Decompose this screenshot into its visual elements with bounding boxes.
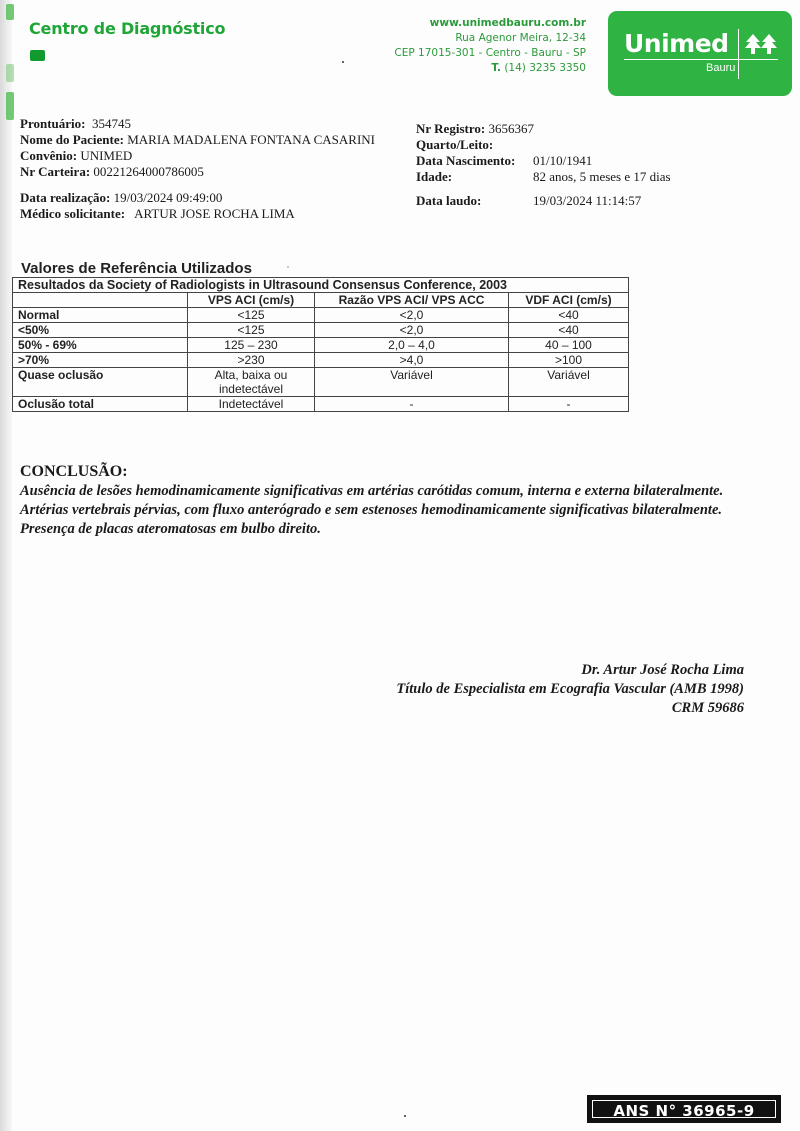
cell-vdf: <40 <box>509 308 629 323</box>
reference-table <box>12 277 629 412</box>
nascimento-label <box>416 153 515 169</box>
row-label: <50% <box>13 323 188 338</box>
medico-value: ARTUR JOSE ROCHA LIMA <box>134 206 295 221</box>
medico-field <box>20 206 295 222</box>
idade-label-text: Idade: <box>416 169 453 184</box>
phone-label: T. <box>491 62 501 74</box>
data-realizacao-label: Data realização: <box>20 190 111 205</box>
column-header <box>13 293 188 308</box>
column-header: Razão VPS ACI/ VPS ACC <box>315 293 509 308</box>
cell-razao: - <box>315 397 509 412</box>
edge-mark <box>6 92 14 120</box>
conclusion-line: Artérias vertebrais pérvias, com fluxo anterógrado e sem estenoses hemodinamicamente significativas bilateralmente. <box>20 502 723 518</box>
nascimento-label-text: Data Nascimento: <box>416 153 516 168</box>
table-row <box>13 338 629 353</box>
cell-vps: <125 <box>188 308 315 323</box>
data-laudo-value: 19/03/2024 11:14:57 <box>533 193 642 208</box>
prontuario-label: Prontuário: <box>20 116 86 131</box>
cell-razao: Variável <box>315 368 509 397</box>
cell-vps: <125 <box>188 323 315 338</box>
data-realizacao-field <box>20 190 222 206</box>
row-label: 50% - 69% <box>13 338 188 353</box>
address-line-2: CEP 17015-301 - Centro - Bauru - SP <box>394 47 586 59</box>
convenio-field <box>20 148 132 164</box>
logo-divider <box>624 59 778 60</box>
conclusion-body <box>20 482 745 539</box>
address-line-1: Rua Agenor Meira, 12-34 <box>455 32 586 44</box>
column-header: VDF ACI (cm/s) <box>509 293 629 308</box>
prontuario-value: 354745 <box>91 116 131 131</box>
cell-vps: >230 <box>188 353 315 368</box>
registro-label: Nr Registro: <box>416 121 486 136</box>
conclusion-title: CONCLUSÃO: <box>20 463 128 480</box>
idade-value: 82 anos, 5 meses e 17 dias <box>533 169 671 184</box>
cell-vdf: 40 – 100 <box>509 338 629 353</box>
prontuario-field <box>20 116 131 132</box>
conclusion-line: Presença de placas ateromatosas em bulbo direito. <box>20 521 321 537</box>
cell-vps: 125 – 230 <box>188 338 315 353</box>
data-laudo-label <box>416 193 481 209</box>
unimed-tree-icon <box>744 32 778 56</box>
contact-block <box>394 16 586 76</box>
row-label: Quase oclusão <box>13 368 188 397</box>
table-row <box>13 323 629 338</box>
table-row <box>13 368 629 397</box>
medico-label: Médico solicitante: <box>20 206 126 221</box>
cell-vps: Alta, baixa ou indetectável <box>188 368 315 397</box>
signer-crm: CRM 59686 <box>671 700 744 716</box>
center-title: Centro de Diagnóstico <box>29 19 226 38</box>
row-label: Normal <box>13 308 188 323</box>
convenio-label: Convênio: <box>20 148 78 163</box>
cell-razao: <2,0 <box>315 308 509 323</box>
carteira-field <box>20 164 204 180</box>
logo-subtitle: Bauru <box>706 62 736 74</box>
cell-vps: Indetectável <box>188 397 315 412</box>
edge-mark <box>6 4 14 20</box>
signer-name: Dr. Artur José Rocha Lima <box>581 662 744 678</box>
table-header-row <box>13 293 629 308</box>
quarto-field <box>416 137 493 153</box>
carteira-label: Nr Carteira: <box>20 164 91 179</box>
registro-field <box>416 121 534 137</box>
data-realizacao-value: 19/03/2024 09:49:00 <box>113 190 223 205</box>
cell-vdf: <40 <box>509 323 629 338</box>
logo-divider <box>738 29 739 79</box>
row-label: >70% <box>13 353 188 368</box>
unimed-logo <box>608 11 792 96</box>
cell-vdf: - <box>509 397 629 412</box>
scan-edge <box>0 0 12 1131</box>
patient-name-field <box>20 132 375 148</box>
ans-badge <box>587 1095 781 1123</box>
scan-speck <box>342 61 344 63</box>
carteira-value: 00221264000786005 <box>93 164 204 179</box>
table-row <box>13 353 629 368</box>
table-caption: Resultados da Society of Radiologists in Ultrasound Consensus Conference, 2003 <box>13 278 629 293</box>
data-laudo-label-text: Data laudo: <box>416 193 482 208</box>
quarto-label: Quarto/Leito: <box>416 137 494 152</box>
conclusion-line: Ausência de lesões hemodinamicamente significativas em artérias carótidas comum, interna e externa bilateralmente. <box>20 483 724 499</box>
column-header: VPS ACI (cm/s) <box>188 293 315 308</box>
website-link[interactable]: www.unimedbauru.com.br <box>429 17 586 29</box>
cell-razao: >4,0 <box>315 353 509 368</box>
cell-razao: 2,0 – 4,0 <box>315 338 509 353</box>
ans-number: ANS N° 36965-9 <box>592 1100 776 1118</box>
scan-speck <box>404 1115 406 1117</box>
cell-vdf: Variável <box>509 368 629 397</box>
brand-square-icon <box>30 50 45 61</box>
edge-mark <box>6 64 14 82</box>
cell-razao: <2,0 <box>315 323 509 338</box>
patient-name-label: Nome do Paciente: <box>20 132 124 147</box>
patient-name-value: MARIA MADALENA FONTANA CASARINI <box>127 132 375 147</box>
logo-wordmark: Unimed <box>624 29 729 58</box>
idade-label <box>416 169 452 185</box>
table-row <box>13 308 629 323</box>
signer-title: Título de Especialista em Ecografia Vascular (AMB 1998) <box>396 681 744 697</box>
signature-block <box>396 661 744 718</box>
phone-number: (14) 3235 3350 <box>504 62 586 74</box>
phone <box>394 61 586 76</box>
scan-speck <box>287 266 289 268</box>
convenio-value: UNIMED <box>80 148 133 163</box>
table-row <box>13 397 629 412</box>
nascimento-value: 01/10/1941 <box>533 153 593 168</box>
table-caption-row <box>13 278 629 293</box>
cell-vdf: >100 <box>509 353 629 368</box>
registro-value: 3656367 <box>488 121 534 136</box>
reference-title: Valores de Referência Utilizados <box>21 260 252 277</box>
row-label: Oclusão total <box>13 397 188 412</box>
